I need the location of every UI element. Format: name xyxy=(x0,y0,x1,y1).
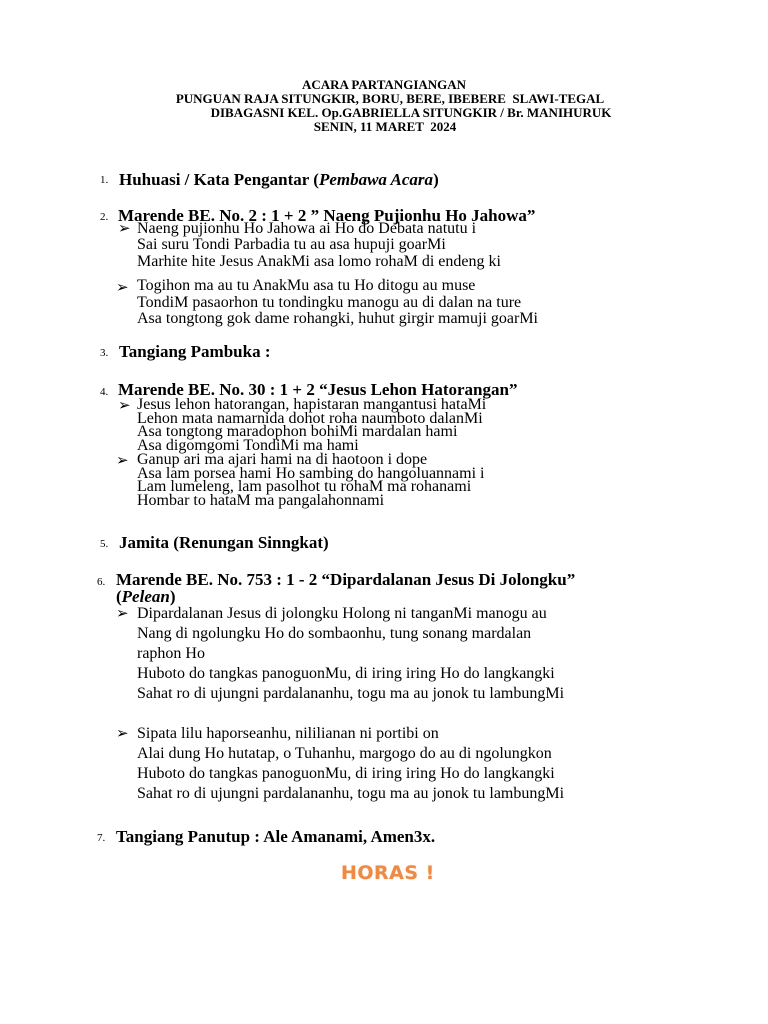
verse-line: Naeng pujionhu Ho Jahowa ai Ho do Debata natutu i xyxy=(137,220,477,237)
verse-line: Sahat ro di ujungni pardalananhu, togu ma au jonok tu lambungMi xyxy=(137,785,565,802)
song-verse xyxy=(137,453,484,507)
item-number: 1. xyxy=(100,174,109,186)
header-line-1: ACARA PARTANGIANGAN xyxy=(301,77,467,92)
item-title: Marende BE. No. 753 : 1 - 2 “Dipardalanan Jesus Di Jolongku” (Pelean) xyxy=(116,570,576,606)
verse-line: Huboto do tangkas panoguonMu, di iring iring Ho do langkangki xyxy=(137,765,555,782)
arrow-bullet-icon: ➢ xyxy=(116,606,129,622)
song-verse xyxy=(137,222,501,270)
item-title: Tangiang Pambuka : xyxy=(119,342,271,361)
verse-line: Asa lam porsea hami Ho sambing do hangoluannami i xyxy=(137,464,485,482)
verse-line: Asa tongtong gok dame rohangki, huhut girgir mamuji goarMi xyxy=(137,310,538,327)
verse-line: Huboto do tangkas panoguonMu, di iring iring Ho do langkangki xyxy=(137,665,555,682)
verse-line: Hombar to hataM ma pangalahonnami xyxy=(137,491,385,509)
arrow-bullet-icon: ➢ xyxy=(118,221,131,237)
verse-line: Togihon ma au tu AnakMu asa tu Ho ditogu au muse xyxy=(137,277,476,294)
arrow-bullet-icon: ➢ xyxy=(116,280,129,296)
song-verse xyxy=(137,724,564,804)
verse-line: Nang di ngolungku Ho do sombaonhu, tung sonang mardalan xyxy=(137,625,532,642)
closing-greeting: HORAS ! xyxy=(341,862,435,884)
verse-line: Lam lumeleng, lam pasolhot tu rohaM ma rohanami xyxy=(137,478,472,495)
item-title: Huhuasi / Kata Pengantar (Pembawa Acara) xyxy=(119,170,439,189)
item-number: 5. xyxy=(100,538,109,550)
arrow-bullet-icon: ➢ xyxy=(116,726,129,742)
item-title: Marende BE. No. 2 : 1 + 2 ” Naeng Pujionhu Ho Jahowa” xyxy=(118,206,536,225)
header-line-2: PUNGUAN RAJA SITUNGKIR, BORU, BERE, IBEBERE SLAWI-TEGAL xyxy=(175,91,605,106)
song-verse xyxy=(137,398,486,452)
item-number: 7. xyxy=(97,832,106,844)
song-verse xyxy=(137,604,564,704)
header-line-3: DIBAGASNI KEL. Op.GABRIELLA SITUNGKIR / Br. MANIHURUK xyxy=(210,105,612,120)
verse-line: Ganup ari ma ajari hami na di haotoon i dope xyxy=(137,451,428,468)
item-title: Tangiang Panutup : Ale Amanami, Amen3x. xyxy=(116,827,436,846)
verse-line: Alai dung Ho hutatap, o Tuhanhu, margogo do au di ngolungkon xyxy=(137,745,552,762)
item-number: 4. xyxy=(100,386,109,398)
verse-line: Asa tongtong maradophon bohiMi mardalan hami xyxy=(137,423,458,440)
arrow-bullet-icon: ➢ xyxy=(116,453,129,469)
verse-line: Dipardalanan Jesus di jolongku Holong ni tanganMi manogu au xyxy=(137,605,547,622)
arrow-bullet-icon: ➢ xyxy=(118,398,131,414)
verse-line: Sai suru Tondi Parbadia tu au asa hupuji goarMi xyxy=(137,235,446,253)
verse-line: Asa digomgomi TondiMi ma hami xyxy=(137,436,359,454)
verse-line: raphon Ho xyxy=(137,645,205,662)
verse-line: Sahat ro di ujungni pardalananhu, togu ma au jonok tu lambungMi xyxy=(137,685,565,702)
verse-line: Marhite hite Jesus AnakMi asa lomo rohaM di endeng ki xyxy=(137,252,501,270)
header-line-4: SENIN, 11 MARET 2024 xyxy=(313,119,457,134)
verse-line: TondiM pasaorhon tu tondingku manogu au di dalan na ture xyxy=(137,293,522,311)
song-verse xyxy=(137,278,538,328)
item-title: Marende BE. No. 30 : 1 + 2 “Jesus Lehon Hatorangan” xyxy=(118,380,518,399)
verse-line: Sipata lilu haporseanhu, nililianan ni portibi on xyxy=(137,725,439,742)
verse-line: Jesus lehon hatorangan, hapistaran mangantusi hataMi xyxy=(137,396,487,413)
item-number: 6. xyxy=(97,576,106,588)
item-title: Jamita (Renungan Sinngkat) xyxy=(119,533,329,552)
verse-line: Lehon mata namarnida dohot roha naumboto dalanMi xyxy=(137,409,483,427)
item-number: 2. xyxy=(100,211,109,223)
item-number: 3. xyxy=(100,347,109,359)
document-header xyxy=(0,78,768,134)
